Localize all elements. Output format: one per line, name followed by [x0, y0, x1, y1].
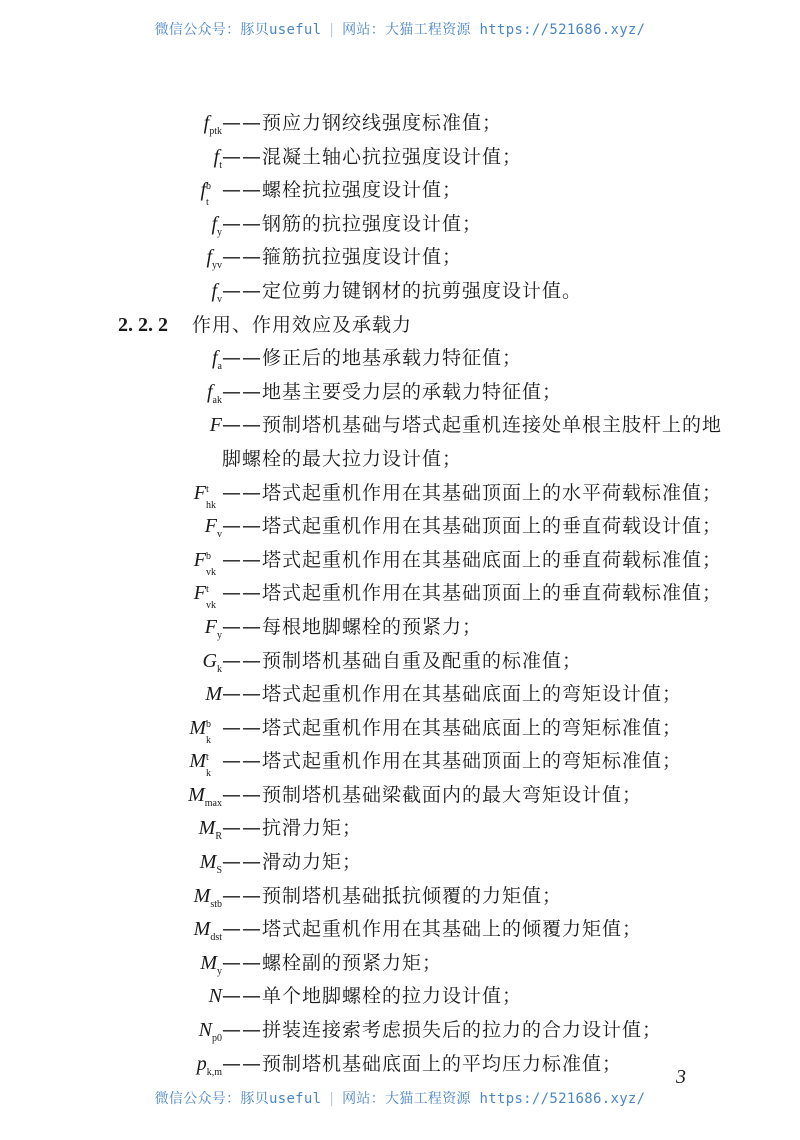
symbol-subscript: yv	[212, 260, 222, 272]
definition-row	[0, 847, 800, 881]
symbol-definition: ——塔式起重机作用在其基础顶面上的弯矩标准值；	[222, 750, 683, 773]
watermark-footer	[0, 1088, 800, 1108]
symbol-definition: ——塔式起重机作用在其基础顶面上的垂直荷载设计值；	[222, 515, 723, 538]
definition-row	[0, 780, 800, 814]
symbol-subscript: y	[217, 629, 222, 641]
symbol-scripts	[206, 752, 222, 780]
definition-row	[0, 1015, 800, 1049]
symbol-base: M	[200, 951, 217, 974]
symbol-superscript: b	[206, 181, 211, 193]
symbol-subscript: a	[217, 361, 222, 373]
symbol-scripts	[206, 550, 222, 578]
symbol-definition: ——塔式起重机作用在其基础顶面上的水平荷载标准值；	[222, 481, 723, 504]
watermark-separator: |	[327, 1091, 337, 1107]
definition-row	[0, 646, 800, 680]
definition-row	[0, 746, 800, 780]
symbol-base: N	[198, 1019, 212, 1042]
symbol	[193, 545, 222, 578]
symbol-base: f	[213, 145, 220, 168]
symbol-subscript: max	[204, 797, 222, 809]
symbol-subscript: hk	[206, 499, 216, 511]
symbol-definition: ——地基主要受力层的承载力特征值；	[222, 380, 563, 403]
symbol-base: f	[200, 179, 206, 202]
symbol-superscript: t	[206, 483, 209, 495]
page-number: 3	[676, 1066, 686, 1088]
symbol-base: M	[199, 851, 217, 874]
section-title: 作用、作用效应及承载力	[192, 313, 413, 336]
symbol-definition: ——每根地脚螺栓的预紧力；	[222, 615, 483, 638]
symbol-subscript: y	[217, 965, 222, 977]
watermark-wechat: 微信公众号：豚贝useful	[154, 22, 322, 38]
symbol-base: M	[205, 683, 222, 706]
symbol	[193, 578, 222, 612]
symbol-base: M	[189, 716, 206, 739]
symbol	[189, 713, 222, 746]
symbol-definition: ——箍筋抗拉强度设计值；	[222, 246, 463, 269]
symbol-definition: ——预制塔机基础自重及配重的标准值；	[222, 649, 583, 672]
symbol-definition: ——滑动力矩；	[222, 851, 363, 874]
section-number: 2. 2. 2	[118, 313, 168, 336]
definition-row	[0, 713, 800, 747]
symbol-subscript: S	[216, 865, 222, 877]
symbol-definition: ——修正后的地基承载力特征值；	[222, 347, 523, 370]
symbol-base: M	[198, 817, 216, 840]
symbol-base: f	[206, 246, 212, 269]
symbol-definition: ——塔式起重机作用在其基础底面上的垂直荷载标准值；	[222, 548, 723, 571]
symbol-base: f	[211, 347, 218, 370]
definition-row	[0, 813, 800, 847]
symbol-definition: ——定位剪力键钢材的抗剪强度设计值。	[222, 279, 583, 302]
definition-row	[0, 108, 800, 142]
symbol	[205, 679, 222, 709]
definition-row	[0, 578, 800, 612]
section-heading	[0, 310, 800, 344]
symbol-definition: ——螺栓副的预紧力矩；	[222, 951, 443, 974]
symbol-subscript: y	[217, 226, 222, 238]
symbol-base: F	[193, 548, 206, 571]
symbol	[193, 478, 222, 511]
symbol-subscript: vk	[206, 566, 216, 578]
symbol-subscript: t	[206, 197, 209, 209]
symbol-subscript: k	[206, 768, 211, 780]
definition-continuation-row	[0, 444, 800, 478]
symbol-base: F	[209, 414, 222, 437]
symbol-base: M	[188, 783, 205, 806]
symbol-subscript: stb	[210, 898, 222, 910]
symbol-definition: ——单个地脚螺栓的拉力设计值；	[222, 985, 523, 1008]
definition-row	[0, 343, 800, 377]
definition-row	[0, 914, 800, 948]
symbol-base: f	[211, 279, 217, 302]
definition-row	[0, 410, 800, 444]
watermark-website: 网站：大猫工程资源 https://521686.xyz/	[342, 22, 646, 38]
symbol-definition: ——钢筋的抗拉强度设计值；	[222, 212, 483, 235]
symbol	[200, 175, 222, 209]
definition-row	[0, 679, 800, 713]
symbol	[210, 410, 222, 440]
symbol-definition: ——螺栓抗拉强度设计值；	[222, 179, 463, 202]
watermark-wechat: 微信公众号：豚贝useful	[154, 1091, 322, 1107]
symbol-base: F	[193, 582, 206, 605]
symbol-definition: ——预制塔机基础与塔式起重机连接处单根主肢杆上的地	[222, 414, 723, 437]
definition-row	[0, 545, 800, 579]
symbol-subscript: v	[217, 529, 222, 541]
watermark-website: 网站：大猫工程资源 https://521686.xyz/	[342, 1091, 646, 1107]
symbol	[189, 746, 222, 780]
symbol-base: F	[193, 481, 206, 504]
symbol-subscript: k	[217, 663, 222, 675]
symbol-definition: ——预制塔机基础底面上的平均压力标准值；	[222, 1052, 623, 1075]
symbol-base: f	[206, 380, 213, 403]
definition-row	[0, 209, 800, 243]
definition-row	[0, 242, 800, 276]
definition-row	[0, 612, 800, 646]
symbol-definition-continued: 脚螺栓的最大拉力设计值；	[222, 447, 463, 470]
definition-row	[0, 276, 800, 310]
symbol-superscript: t	[206, 752, 209, 764]
symbol-scripts	[206, 584, 222, 612]
symbol-subscript: v	[217, 293, 222, 305]
symbol-definition: ——混凝土轴心抗拉强度设计值；	[222, 145, 523, 168]
symbol-list	[0, 108, 800, 1082]
symbol-scripts	[206, 718, 222, 746]
symbol-base: G	[202, 649, 217, 672]
symbol-subscript: k	[206, 734, 211, 746]
symbol	[209, 981, 222, 1011]
symbol-subscript: t	[219, 159, 222, 171]
symbol-definition: ——塔式起重机作用在其基础上的倾覆力矩值；	[222, 918, 643, 941]
symbol-definition: ——预制塔机基础抵抗倾覆的力矩值；	[222, 884, 563, 907]
definition-row	[0, 478, 800, 512]
symbol-definition: ——拼装连接索考虑损失后的拉力的合力设计值；	[222, 1019, 663, 1042]
symbol-definition: ——预制塔机基础梁截面内的最大弯矩设计值；	[222, 783, 643, 806]
symbol-subscript: ak	[212, 394, 222, 406]
symbol-base: M	[189, 750, 206, 773]
watermark-header	[0, 19, 800, 39]
symbol-base: f	[211, 212, 217, 235]
definition-row	[0, 881, 800, 915]
symbol	[197, 1049, 222, 1088]
definition-row	[0, 511, 800, 545]
definition-row	[0, 175, 800, 209]
symbol-definition: ——塔式起重机作用在其基础底面上的弯矩设计值；	[222, 683, 683, 706]
symbol-base: p	[196, 1052, 207, 1075]
symbol-definition: ——塔式起重机作用在其基础顶面上的垂直荷载标准值；	[222, 582, 723, 605]
symbol-subscript: p0	[212, 1033, 222, 1045]
definition-row	[0, 981, 800, 1015]
symbol-base: M	[193, 884, 211, 907]
symbol-base: N	[208, 985, 222, 1008]
definition-row	[0, 948, 800, 982]
symbol-scripts	[206, 483, 222, 511]
symbol-definition: ——预应力钢绞线强度标准值；	[222, 112, 503, 134]
symbol-base: f	[203, 112, 210, 134]
symbol-subscript: R	[215, 831, 222, 843]
definition-row	[0, 377, 800, 411]
symbol-superscript: t	[206, 584, 209, 596]
definition-row	[0, 142, 800, 176]
symbol-subscript: ptk	[209, 126, 222, 137]
symbol-subscript: vk	[206, 600, 216, 612]
symbol-scripts	[206, 181, 222, 209]
symbol-superscript: b	[206, 550, 211, 562]
symbol-base: F	[204, 515, 217, 538]
symbol-base: M	[193, 918, 211, 941]
symbol-subscript: k,m	[206, 1066, 222, 1078]
symbol-definition: ——抗滑力矩；	[222, 817, 363, 840]
watermark-separator: |	[327, 22, 337, 38]
symbol-superscript: b	[206, 718, 211, 730]
symbol-subscript: dst	[210, 932, 222, 944]
symbol-definition: ——塔式起重机作用在其基础底面上的弯矩标准值；	[222, 716, 683, 739]
symbol-base: F	[204, 615, 217, 638]
